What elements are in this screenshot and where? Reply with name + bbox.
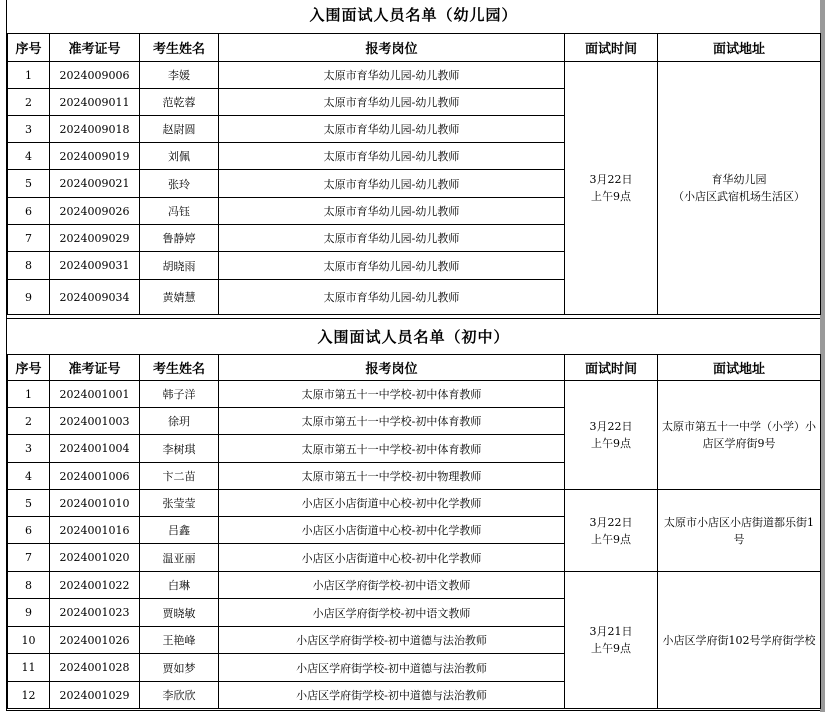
header-address: 面试地址 <box>658 355 821 381</box>
header-no: 序号 <box>8 355 50 381</box>
cell-position: 小店区学府街学校-初中语文教师 <box>219 599 565 627</box>
cell-no: 11 <box>8 654 50 682</box>
header-address: 面试地址 <box>658 34 821 62</box>
cell-no: 6 <box>8 517 50 544</box>
interview-time: 上午9点 <box>591 437 631 450</box>
cell-name: 韩子洋 <box>140 381 219 408</box>
interview-date: 3月22日 <box>589 420 633 433</box>
cell-position: 太原市育华幼儿园-幼儿教师 <box>219 280 565 315</box>
cell-no: 2 <box>8 408 50 435</box>
cell-no: 10 <box>8 627 50 654</box>
cell-exam-id: 2024001029 <box>50 682 140 709</box>
cell-exam-id: 2024001028 <box>50 654 140 682</box>
cell-name: 冯钰 <box>140 198 219 225</box>
header-name: 考生姓名 <box>140 355 219 381</box>
cell-position: 小店区学府街学校-初中道德与法治教师 <box>219 654 565 682</box>
cell-name: 李媛 <box>140 62 219 89</box>
cell-no: 9 <box>8 599 50 627</box>
interview-time-cell <box>565 62 658 315</box>
cell-name: 王艳峰 <box>140 627 219 654</box>
cell-no: 2 <box>8 89 50 116</box>
interview-date: 3月21日 <box>589 625 633 638</box>
cell-no: 5 <box>8 490 50 517</box>
cell-position: 太原市第五十一中学校-初中物理教师 <box>219 463 565 490</box>
interview-time-cell <box>565 381 658 490</box>
cell-exam-id: 2024009026 <box>50 198 140 225</box>
cell-name: 赵尉圆 <box>140 116 219 143</box>
cell-no: 1 <box>8 381 50 408</box>
cell-name: 徐玥 <box>140 408 219 435</box>
cell-name: 张玲 <box>140 170 219 198</box>
header-time: 面试时间 <box>565 34 658 62</box>
cell-position: 太原市第五十一中学校-初中体育教师 <box>219 435 565 463</box>
cell-name: 白琳 <box>140 572 219 599</box>
cell-exam-id: 2024009021 <box>50 170 140 198</box>
cell-exam-id: 2024009018 <box>50 116 140 143</box>
cell-exam-id: 2024009019 <box>50 143 140 170</box>
interview-time: 上午9点 <box>591 190 631 203</box>
cell-position: 太原市育华幼儿园-幼儿教师 <box>219 89 565 116</box>
address-line-1: 小店区学府街102号学府街学校 <box>662 633 816 647</box>
header-no: 序号 <box>8 34 50 62</box>
cell-name: 范乾蓉 <box>140 89 219 116</box>
cell-no: 7 <box>8 225 50 252</box>
cell-position: 太原市育华幼儿园-幼儿教师 <box>219 198 565 225</box>
cell-exam-id: 2024001023 <box>50 599 140 627</box>
header-exam-id: 准考证号 <box>50 355 140 381</box>
cell-position: 小店区小店街道中心校-初中化学教师 <box>219 517 565 544</box>
table-row <box>8 572 821 599</box>
cell-position: 太原市第五十一中学校-初中体育教师 <box>219 408 565 435</box>
cell-no: 12 <box>8 682 50 709</box>
address-line-2: 号 <box>733 532 745 546</box>
cell-position: 太原市育华幼儿园-幼儿教师 <box>219 116 565 143</box>
address-line-1: 太原市第五十一中学（小学）小 <box>662 420 816 433</box>
cell-exam-id: 2024001004 <box>50 435 140 463</box>
cell-exam-id: 2024009034 <box>50 280 140 315</box>
cell-exam-id: 2024001006 <box>50 463 140 490</box>
cell-name: 卞二苗 <box>140 463 219 490</box>
cell-position: 太原市第五十一中学校-初中体育教师 <box>219 381 565 408</box>
header-exam-id: 准考证号 <box>50 34 140 62</box>
cell-no: 1 <box>8 62 50 89</box>
cell-no: 3 <box>8 435 50 463</box>
table-row <box>8 490 821 517</box>
interview-date: 3月22日 <box>589 173 633 186</box>
cell-exam-id: 2024001022 <box>50 572 140 599</box>
cell-name: 刘佩 <box>140 143 219 170</box>
cell-exam-id: 2024001001 <box>50 381 140 408</box>
cell-position: 小店区学府街学校-初中道德与法治教师 <box>219 682 565 709</box>
interview-time: 上午9点 <box>591 532 631 546</box>
table-row <box>8 381 821 408</box>
cell-position: 太原市育华幼儿园-幼儿教师 <box>219 62 565 89</box>
middle-school-table <box>7 354 821 709</box>
cell-position: 小店区学府街学校-初中语文教师 <box>219 572 565 599</box>
cell-no: 3 <box>8 116 50 143</box>
interview-address-cell <box>658 572 821 709</box>
cell-position: 小店区学府街学校-初中道德与法治教师 <box>219 627 565 654</box>
header-position: 报考岗位 <box>219 355 565 381</box>
cell-exam-id: 2024009011 <box>50 89 140 116</box>
cell-name: 鲁静婷 <box>140 225 219 252</box>
cell-name: 贾如梦 <box>140 654 219 682</box>
cell-name: 张莹莹 <box>140 490 219 517</box>
cell-no: 5 <box>8 170 50 198</box>
cell-exam-id: 2024001020 <box>50 544 140 572</box>
header-time: 面试时间 <box>565 355 658 381</box>
address-line-1: 太原市小店区小店街道都乐街1 <box>664 515 814 529</box>
cell-no: 4 <box>8 463 50 490</box>
kindergarten-title: 入围面试人员名单（幼儿园） <box>309 6 518 24</box>
cell-position: 太原市育华幼儿园-幼儿教师 <box>219 225 565 252</box>
interview-time-cell <box>565 490 658 572</box>
cell-exam-id: 2024001016 <box>50 517 140 544</box>
header-name: 考生姓名 <box>140 34 219 62</box>
interview-address-cell <box>658 62 821 315</box>
cell-exam-id: 2024001010 <box>50 490 140 517</box>
interview-address-cell <box>658 490 821 572</box>
cell-position: 太原市育华幼儿园-幼儿教师 <box>219 143 565 170</box>
cell-exam-id: 2024009006 <box>50 62 140 89</box>
interview-address-cell <box>658 381 821 490</box>
address-line-2: 店区学府街9号 <box>702 437 776 450</box>
interview-date: 3月22日 <box>589 515 633 529</box>
cell-position: 太原市育华幼儿园-幼儿教师 <box>219 170 565 198</box>
cell-position: 太原市育华幼儿园-幼儿教师 <box>219 252 565 280</box>
cell-exam-id: 2024001003 <box>50 408 140 435</box>
cell-no: 9 <box>8 280 50 315</box>
cell-name: 吕鑫 <box>140 517 219 544</box>
interview-time-cell <box>565 572 658 709</box>
cell-name: 李欣欣 <box>140 682 219 709</box>
kindergarten-table <box>7 33 821 315</box>
middle-school-title: 入围面试人员名单（初中） <box>7 318 820 354</box>
cell-exam-id: 2024009029 <box>50 225 140 252</box>
cell-exam-id: 2024009031 <box>50 252 140 280</box>
header-row <box>8 34 821 62</box>
cell-name: 胡晓雨 <box>140 252 219 280</box>
header-position: 报考岗位 <box>219 34 565 62</box>
table-row <box>8 62 821 89</box>
cell-name: 贾晓敏 <box>140 599 219 627</box>
interview-time: 上午9点 <box>591 642 631 655</box>
cell-position: 小店区小店街道中心校-初中化学教师 <box>219 544 565 572</box>
cell-no: 6 <box>8 198 50 225</box>
cell-name: 李树琪 <box>140 435 219 463</box>
cell-position: 小店区小店街道中心校-初中化学教师 <box>219 490 565 517</box>
cell-name: 温亚丽 <box>140 544 219 572</box>
address-line-1: 育华幼儿园 <box>711 173 767 186</box>
cell-exam-id: 2024001026 <box>50 627 140 654</box>
cell-no: 8 <box>8 572 50 599</box>
cell-name: 黄婧慧 <box>140 280 219 315</box>
header-row <box>8 355 821 381</box>
address-line-2: （小店区武宿机场生活区） <box>673 190 805 203</box>
cell-no: 8 <box>8 252 50 280</box>
cell-no: 7 <box>8 544 50 572</box>
cell-no: 4 <box>8 143 50 170</box>
